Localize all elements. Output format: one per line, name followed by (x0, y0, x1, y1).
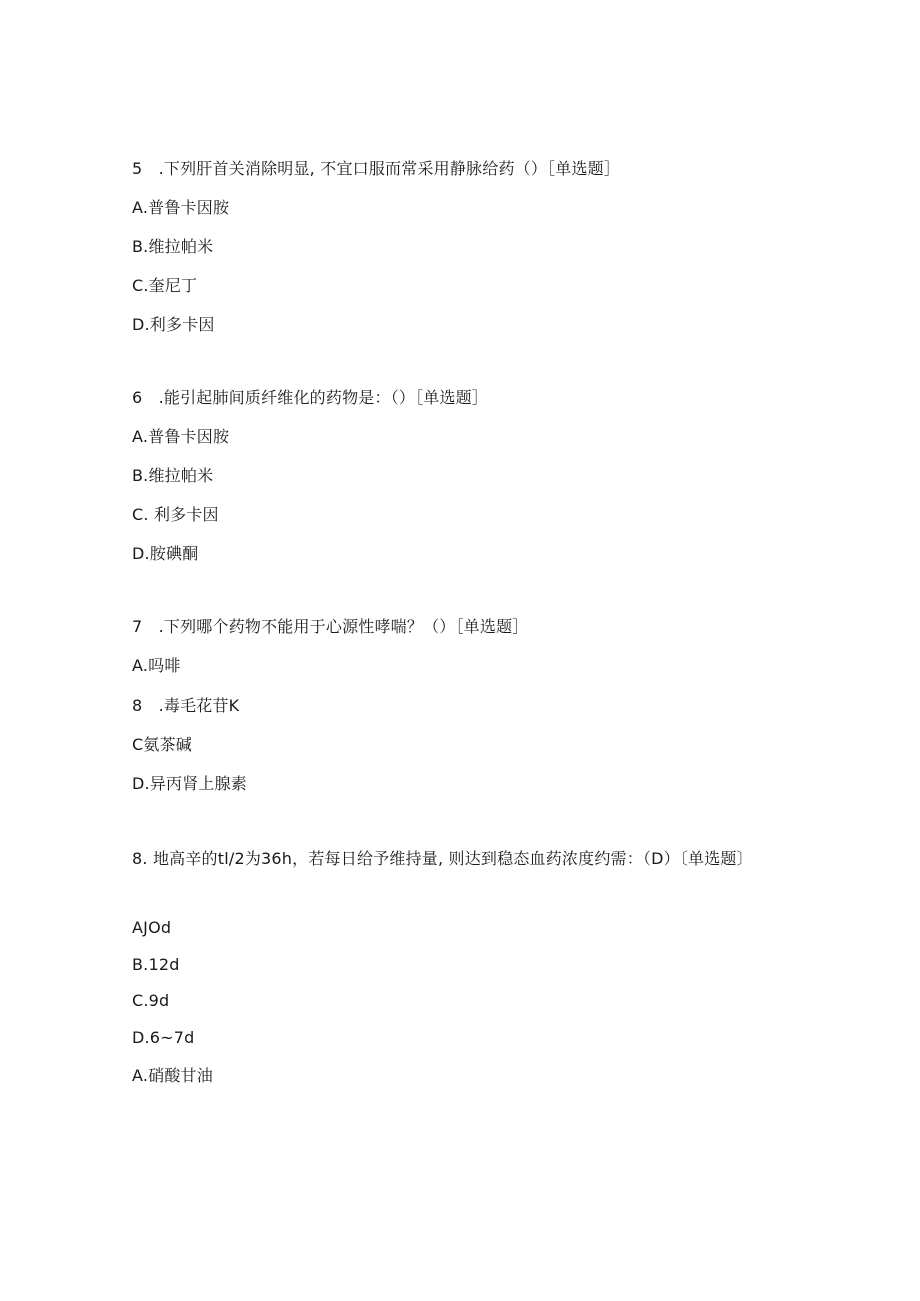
question-5-option-b: B.维拉帕米 (132, 237, 214, 256)
question-7-option-d: D.异丙肾上腺素 (132, 774, 248, 793)
question-6-stem: 6 .能引起肺间质纤维化的药物是：（）［单选题］ (132, 388, 489, 407)
question-5-option-c: C.奎尼丁 (132, 276, 198, 295)
question-6-option-c: C. 利多卡因 (132, 505, 219, 524)
question-5-option-a: A.普鲁卡因胺 (132, 198, 230, 217)
question-7-option-c: C氨茶碱 (132, 735, 192, 754)
question-8-option-a: AJOd (132, 918, 172, 937)
question-6-option-a: A.普鲁卡因胺 (132, 427, 230, 446)
question-6-option-d: D.胺碘酮 (132, 544, 199, 563)
question-8-stem: 8. 地高辛的tl/2为36h，若每日给予维持量, 则达到稳态血药浓度约需：（D）〔单选题〕 (132, 849, 753, 868)
question-7-option-a: A.吗啡 (132, 656, 181, 675)
question-5-option-d: D.利多卡因 (132, 315, 215, 334)
question-8-option-d: D.6~7d (132, 1028, 195, 1047)
question-9-option-a: A.硝酸甘油 (132, 1066, 213, 1085)
question-8-option-c: C.9d (132, 991, 170, 1010)
question-8-option-b: B.12d (132, 955, 180, 974)
question-7-stem: 7 .下列哪个药物不能用于心源性哮喘？（）［单选题］ (132, 617, 529, 636)
question-5-stem: 5 .下列肝首关消除明显, 不宜口服而常采用静脉给药（）［单选题］ (132, 159, 621, 178)
question-7-option-b: 8 .毒毛花苷K (132, 696, 240, 715)
question-6-option-b: B.维拉帕米 (132, 466, 214, 485)
